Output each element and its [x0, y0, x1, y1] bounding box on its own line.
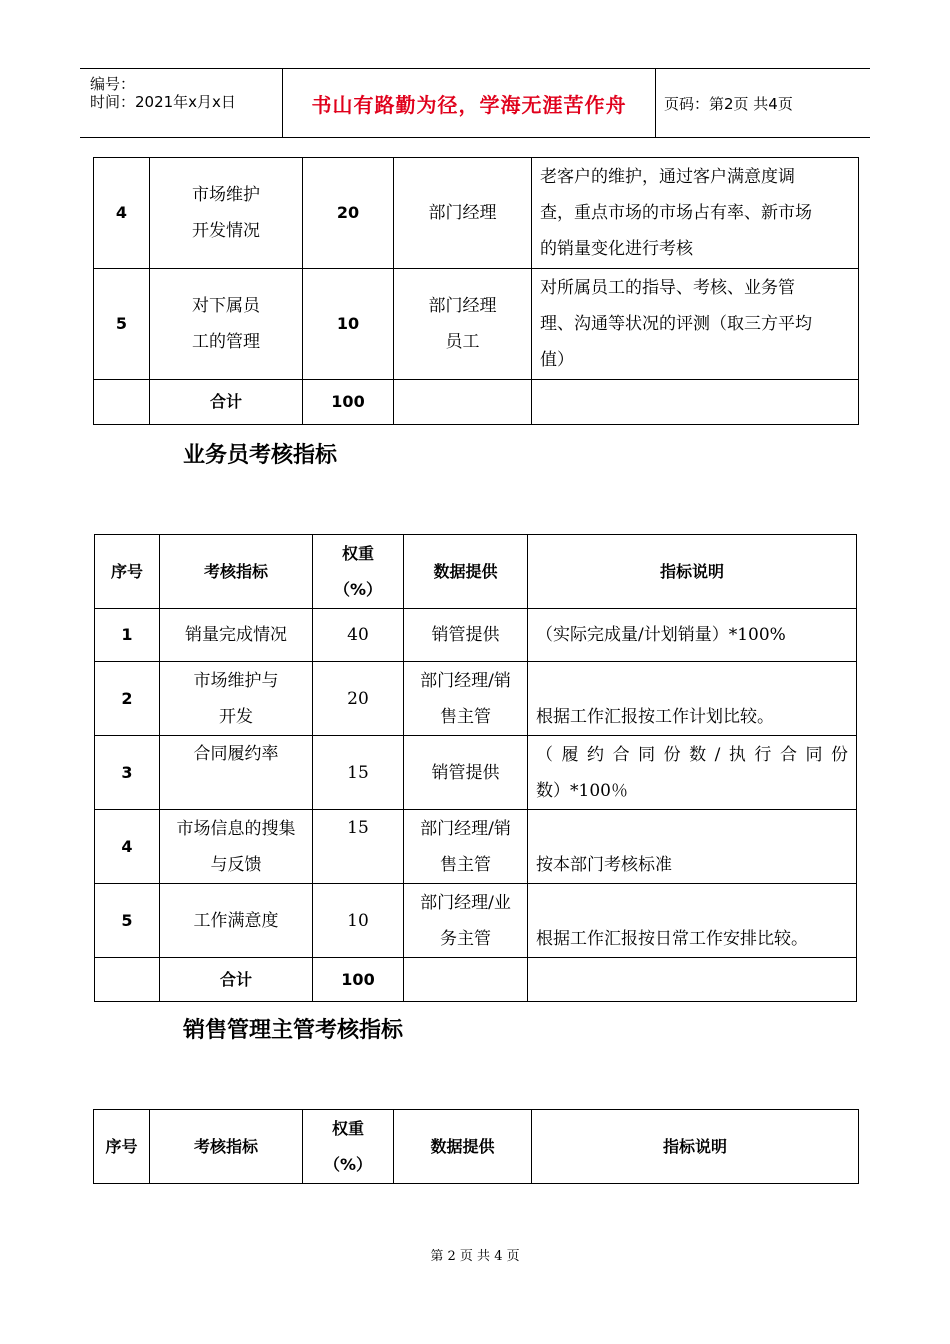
source-cell [394, 158, 532, 269]
table-row [95, 810, 857, 884]
row-number: 1 [95, 609, 160, 662]
description-cell: （实际完成量/计划销量）*100% [528, 609, 857, 662]
description-line: 老客户的维护，通过客户满意度调 [540, 167, 795, 187]
weight-cell: 20 [313, 662, 404, 736]
header-no: 序号 [95, 535, 160, 609]
table-header-row [94, 1110, 859, 1184]
header-weight-line: （%） [333, 579, 383, 599]
salesperson-kpi-table [94, 534, 857, 1002]
indicator-line: 对下属员 [192, 296, 260, 316]
indicator-line: 开发 [219, 706, 253, 727]
indicator-cell: 工作满意度 [160, 884, 313, 958]
page-footer: 第 2 页 共 4 页 [430, 1249, 520, 1264]
row-number: 5 [94, 269, 150, 380]
weight-cell: 10 [313, 884, 404, 958]
description-cell [532, 269, 859, 380]
description-cell: 按本部门考核标准 [528, 810, 857, 884]
sales-manager-kpi-table [93, 1109, 859, 1184]
weight-cell: 40 [313, 609, 404, 662]
weight-cell: 15 [313, 736, 404, 810]
header-indicator: 考核指标 [160, 535, 313, 609]
table-header-row [95, 535, 857, 609]
table-row [95, 736, 857, 810]
row-number: 2 [95, 662, 160, 736]
indicator-line: 市场信息的搜集 [176, 818, 296, 839]
source-cell [404, 810, 528, 884]
header-description: 指标说明 [532, 1110, 859, 1184]
description-line: 的销量变化进行考核 [540, 239, 693, 259]
description-line: 查，重点市场的市场占有率、新市场 [540, 203, 812, 223]
header-weight [303, 1110, 394, 1184]
description-line: （履约合同份数/执行合同份 [536, 744, 848, 765]
weight-cell: 10 [303, 269, 394, 380]
source-line: 员工 [445, 332, 480, 352]
document-time-label: 时间：2021年x月x日 [90, 93, 236, 111]
description-line: 数）*100％ [536, 780, 628, 801]
source-cell: 销管提供 [404, 609, 528, 662]
source-line: 部门经理/业 [420, 892, 511, 913]
table-row [94, 158, 859, 269]
total-value: 100 [313, 958, 404, 1002]
empty-cell [528, 958, 857, 1002]
description-cell [528, 736, 857, 810]
empty-cell [394, 380, 532, 425]
table-total-row [95, 958, 857, 1002]
section-title-salesperson: 业务员考核指标 [183, 443, 338, 468]
table-row [95, 884, 857, 958]
description-cell [532, 158, 859, 269]
table-row [95, 609, 857, 662]
row-number: 5 [95, 884, 160, 958]
empty-cell [95, 958, 160, 1002]
header-motto: 书山有路勤为径，学海无涯苦作舟 [282, 69, 656, 137]
source-line: 售主管 [440, 854, 491, 875]
indicator-line: 与反馈 [210, 854, 262, 875]
indicator-cell: 合同履约率 [160, 736, 313, 810]
indicator-line: 工的管理 [192, 332, 260, 352]
source-line: 部门经理 [428, 296, 497, 316]
document-number-label: 编号： [90, 75, 136, 93]
indicator-cell [160, 662, 313, 736]
page-header [80, 68, 870, 138]
indicator-cell: 销量完成情况 [160, 609, 313, 662]
row-number: 3 [95, 736, 160, 810]
indicator-line: 市场维护 [192, 185, 260, 205]
description-line: 理、沟通等状况的评测（取三方平均 [540, 314, 812, 334]
weight-cell: 15 [313, 810, 404, 884]
description-cell: 根据工作汇报按日常工作安排比较。 [528, 884, 857, 958]
weight-cell: 20 [303, 158, 394, 269]
source-cell [394, 269, 532, 380]
source-line: 部门经理/销 [420, 670, 511, 691]
header-indicator: 考核指标 [150, 1110, 303, 1184]
row-number: 4 [95, 810, 160, 884]
description-cell: 根据工作汇报按工作计划比较。 [528, 662, 857, 736]
description-line: 值） [540, 350, 574, 370]
empty-cell [532, 380, 859, 425]
indicator-line: 开发情况 [192, 221, 260, 241]
total-label: 合计 [150, 380, 303, 425]
row-number: 4 [94, 158, 150, 269]
header-weight-line: 权重 [331, 1118, 364, 1138]
source-cell [404, 884, 528, 958]
manager-kpi-table-continued [93, 157, 859, 425]
header-description: 指标说明 [528, 535, 857, 609]
table-total-row [94, 380, 859, 425]
header-weight-line: （%） [323, 1154, 373, 1174]
table-row [94, 269, 859, 380]
source-line: 务主管 [440, 928, 491, 949]
source-line: 售主管 [440, 706, 491, 727]
table-row [95, 662, 857, 736]
source-cell [404, 662, 528, 736]
section-title-sales-manager: 销售管理主管考核指标 [183, 1018, 404, 1043]
header-page-number: 页码：第2页 共4页 [664, 94, 793, 113]
header-source: 数据提供 [404, 535, 528, 609]
indicator-cell [150, 158, 303, 269]
header-weight [313, 535, 404, 609]
indicator-cell [150, 269, 303, 380]
source-line: 部门经理 [428, 203, 497, 223]
empty-cell [404, 958, 528, 1002]
source-cell: 销管提供 [404, 736, 528, 810]
indicator-line: 市场维护与 [193, 670, 279, 691]
total-value: 100 [303, 380, 394, 425]
description-line: 对所属员工的指导、考核、业务管 [540, 278, 795, 298]
header-no: 序号 [94, 1110, 150, 1184]
empty-cell [94, 380, 150, 425]
indicator-cell [160, 810, 313, 884]
header-left-cell [80, 69, 282, 137]
header-weight-line: 权重 [341, 543, 374, 563]
header-source: 数据提供 [394, 1110, 532, 1184]
total-label: 合计 [160, 958, 313, 1002]
source-line: 部门经理/销 [420, 818, 511, 839]
